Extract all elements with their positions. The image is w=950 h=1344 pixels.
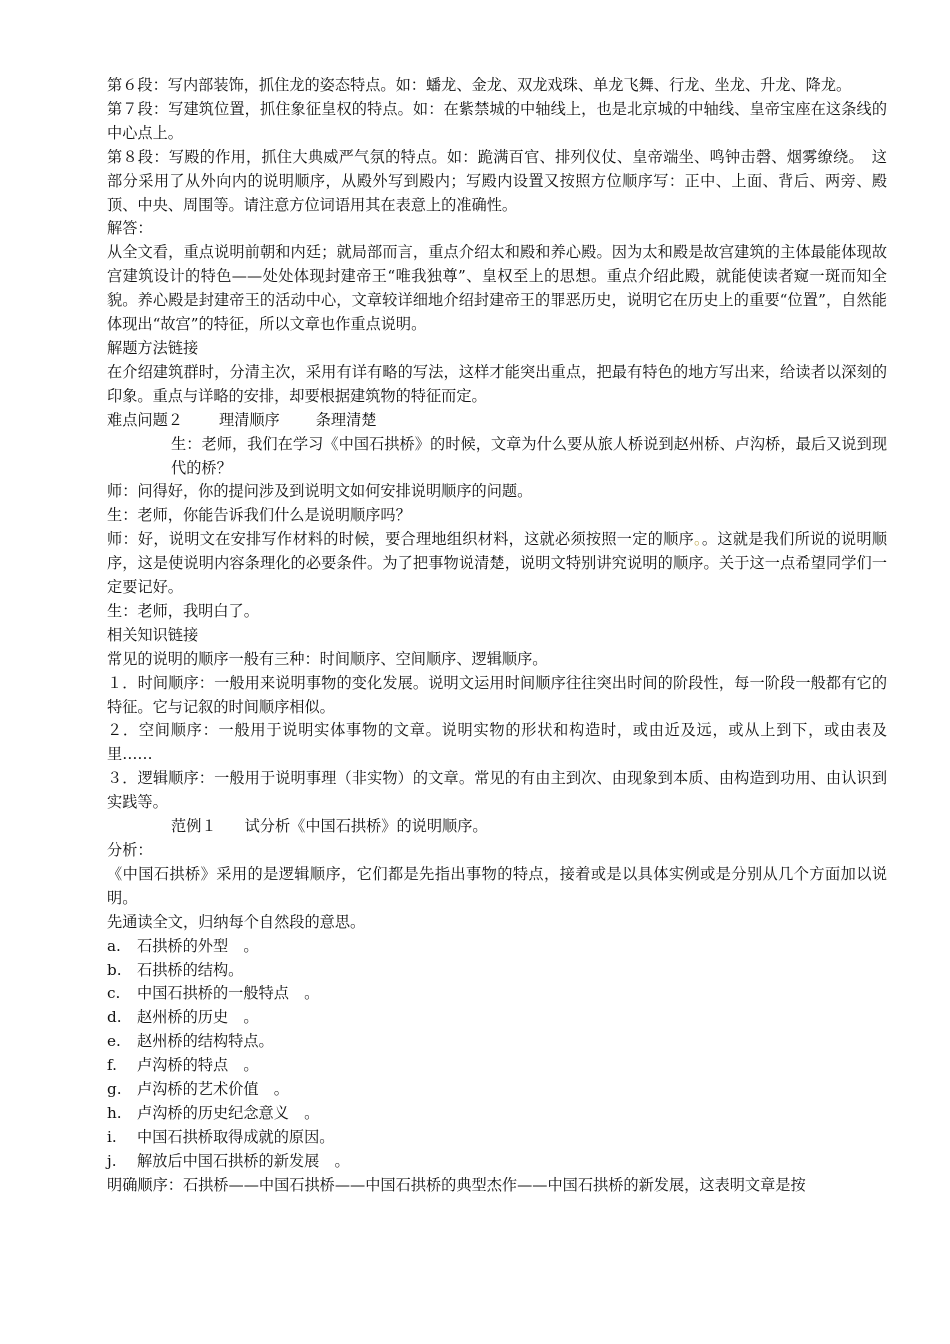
list-text: 石拱桥的结构。 xyxy=(137,960,244,979)
analysis-text: 《中国石拱桥》采用的是逻辑顺序，它们都是先指出事物的特点，接着或是以具体实例或是分别从几个方面加以说明。 xyxy=(107,864,887,907)
difficulty-label: 难点问题２ xyxy=(107,410,183,429)
paragraph-6: 第６段：写内部装饰，抓住龙的姿态特点。如：蟠龙、金龙、双龙戏珠、单龙飞舞、行龙、坐龙、升龙、降龙。 xyxy=(107,76,852,94)
list-marker: e. xyxy=(107,1032,121,1051)
list-marker: b. xyxy=(107,960,122,979)
method-text: 在介绍建筑群时，分清主次，采用有详有略的写法，这样才能突出重点，把最有特色的地方写出来，给读者以深刻的印象。重点与详略的安排，却要根据建筑物的特征而定。 xyxy=(107,362,887,405)
paragraph-8: 第８段：写殿的作用，抓住大典威严气氛的特点。如：跪满百官、排列仪仗、皇帝端坐、鸣钟击磬、烟雾缭绕。 这部分采用了从外向内的说明顺序，从殿外写到殿内；写殿内设置又按照方位顺序写：正中、上面、背后、两旁、殿顶、中央、周围等。请注意方位词语用其在表意上的准确性。 xyxy=(107,147,887,214)
knowledge-time-order: １．时间顺序：一般用来说明事物的变化发展。说明文运用时间顺序往往突出时间的阶段性，每一阶段一般都有它的特征。它与记叙的时间顺序相似。 xyxy=(107,673,887,716)
list-item xyxy=(107,982,887,1006)
list-text: 解放后中国石拱桥的新发展 。 xyxy=(137,1151,350,1170)
list-marker: f. xyxy=(107,1056,117,1075)
paragraph-summary-list xyxy=(107,935,887,1174)
dialogue-3: 生：老师，你能告诉我们什么是说明顺序吗？ xyxy=(107,506,411,525)
list-marker: g. xyxy=(107,1080,122,1099)
list-item xyxy=(107,1006,887,1030)
list-text: 卢沟桥的艺术价值 。 xyxy=(137,1080,289,1099)
dialogue-4 xyxy=(107,528,887,600)
dialogue-4-mark: 。 xyxy=(694,530,702,549)
list-marker: c. xyxy=(107,984,121,1003)
list-marker: a. xyxy=(107,936,121,955)
example-text: 试分析《中国石拱桥》的说明顺序。 xyxy=(244,817,488,836)
knowledge-logic-order: ３．逻辑顺序：一般用于说明事理（非实物）的文章。常见的有由主到次、由现象到本质、由构造到功用、由认识到实践等。 xyxy=(107,769,887,812)
analysis-label: 分析： xyxy=(107,841,153,859)
list-text: 中国石拱桥取得成就的原因。 xyxy=(137,1127,335,1146)
list-text: 中国石拱桥的一般特点 。 xyxy=(137,984,320,1003)
list-text: 卢沟桥的历史纪念意义 。 xyxy=(137,1103,320,1122)
difficulty-title-2: 条理清楚 xyxy=(315,410,377,429)
list-item xyxy=(107,1054,887,1078)
knowledge-label: 相关知识链接 xyxy=(107,625,199,644)
example-label: 范例１ xyxy=(171,817,217,836)
list-text: 赵州桥的结构特点。 xyxy=(137,1032,274,1051)
example-heading xyxy=(107,815,887,839)
list-text: 赵州桥的历史 。 xyxy=(137,1008,259,1027)
dialogue-1: 生：老师，我们在学习《中国石拱桥》的时候，文章为什么要从旅人桥说到赵州桥、卢沟桥，最后又说到现代的桥？ xyxy=(171,434,887,477)
dialogue-4-part-a: 师：好，说明文在安排写作材料的时候，要合理地组织材料，这就必须按照一定的顺序 xyxy=(107,530,695,549)
list-item xyxy=(107,1126,887,1150)
list-item xyxy=(107,959,887,983)
list-marker: j. xyxy=(107,1151,117,1170)
knowledge-space-order: ２．空间顺序：一般用于说明实体事物的文章。说明实物的形状和构造时，或由近及远，或从上到下，或由表及里…… xyxy=(107,721,887,764)
dialogue-2: 师：问得好，你的提问涉及到说明文如何安排说明顺序的问题。 xyxy=(107,482,533,501)
list-marker: d. xyxy=(107,1008,122,1027)
dialogue-4-part-b: 。这就是我们所说的说明顺序，这是使说明内容条理化的必要条件。为了把事物说清楚，说明文特别讲究说明的顺序。关于这一点希望同学们一定要记好。 xyxy=(107,530,888,597)
list-item xyxy=(107,1030,887,1054)
dialogue-5: 生：老师，我明白了。 xyxy=(107,601,259,620)
knowledge-intro: 常见的说明的顺序一般有三种：时间顺序、空间顺序、逻辑顺序。 xyxy=(107,649,548,668)
list-item xyxy=(107,1102,887,1126)
list-text: 卢沟桥的特点 。 xyxy=(137,1056,259,1075)
read-first: 先通读全文，归纳每个自然段的意思。 xyxy=(107,912,366,931)
difficulty-title-1: 理清顺序 xyxy=(218,410,280,429)
method-label: 解题方法链接 xyxy=(107,338,199,357)
paragraph-7: 第７段：写建筑位置，抓住象征皇权的特点。如：在紫禁城的中轴线上，也是北京城的中轴线、皇帝宝座在这条线的中心点上。 xyxy=(107,99,887,142)
document-page xyxy=(107,74,887,1198)
list-item xyxy=(107,1078,887,1102)
list-item xyxy=(107,935,887,959)
list-text: 石拱桥的外型 。 xyxy=(137,936,259,955)
list-item xyxy=(107,1150,887,1174)
difficulty-heading xyxy=(107,409,887,433)
answer-text: 从全文看，重点说明前朝和内廷；就局部而言，重点介绍太和殿和养心殿。因为太和殿是故宫建筑的主体最能体现故宫建筑设计的特色——处处体现封建帝王“唯我独尊”、皇权至上的思想。重点介绍此殿，就能使读者窥一斑而知全貌。养心殿是封建帝王的活动中心，文章较详细地介绍封建帝王的罪恶历史，说明它在历史上的重要“位置”，自然能体现出“故宫”的特征，所以文章也作重点说明。 xyxy=(107,243,887,334)
answer-label: 解答： xyxy=(107,219,153,238)
clear-order-text: 明确顺序：石拱桥——中国石拱桥——中国石拱桥的典型杰作——中国石拱桥的新发展，这表明文章是按 xyxy=(107,1175,806,1194)
list-marker: h. xyxy=(107,1103,122,1122)
list-marker: i. xyxy=(107,1127,117,1146)
